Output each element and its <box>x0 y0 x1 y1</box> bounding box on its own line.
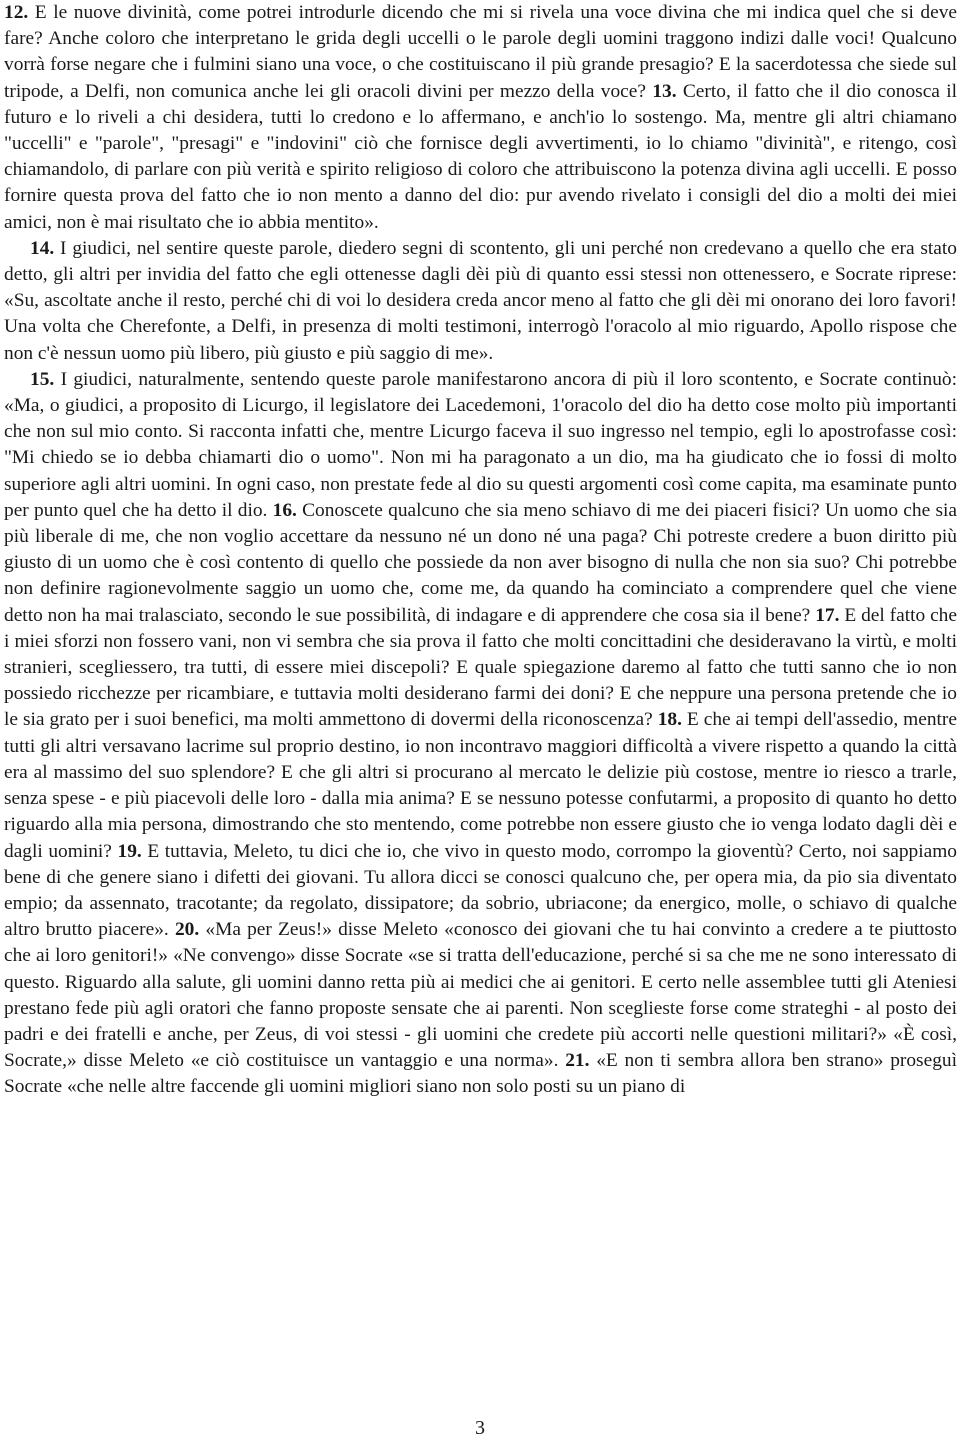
paragraph-text: E le nuove divinità, come potrei introdurle dicendo che mi si rivela una voce divina che mi indica quel che si deve fare? Anche coloro che interpretano le grida degli uccelli o le parole degli uomini traggono indizi dalle voci! Qualcuno vorrà forse negare che i fulmini siano una voce, o che costituiscano il più grande presagio? E la sacerdotessa che siede sul tripode, a Delfi, non comunica anche lei gli oracoli divini per mezzo della voce? <box>4 2 957 102</box>
section-number: 16. <box>272 499 297 521</box>
paragraph-text: E che ai tempi dell'assedio, mentre tutti gli altri versavano lacrime sul proprio destino, io non incontravo maggiori difficoltà a vivere rispetto a quando la città era al massimo del suo splendore? E che gli altri si procurano al mercato le delizie più costose, mentre io riesco a trarle, senza spese - e più piacevoli delle loro - dalla mia anima? E se nessuno potesse confutarmi, a proposito di quanto ho detto riguardo alla mia persona, dimostrando che sto mentendo, come potrebbe non essere giusto che io venga lodato dagli dèi e dagli uomini? <box>4 709 957 862</box>
paragraph-text: E del fatto che i miei sforzi non fossero vani, non vi sembra che sia prova il fatto che molti concittadini che desideravano la virtù, e molti stranieri, scegliessero, tra tutti, di essere miei discepoli? E quale spiegazione daremo al fatto che tutti sanno che io non possiedo ricchezze per ricambiare, e tuttavia molti desiderano farmi dei doni? E che neppure una persona pretende che io le sia grato per i suoi benefici, ma molti ammettono di dovermi della riconoscenza? <box>4 604 957 731</box>
section-number: 20. <box>174 919 200 941</box>
paragraph-text: «E non ti sembra allora ben strano» proseguì Socrate «che nelle altre faccende gli uomini migliori siano non solo posti su un piano di <box>4 1050 957 1098</box>
paragraph-text: Conoscete qualcuno che sia meno schiavo di me dei piaceri fisici? Un uomo che sia più liberale di me, che non voglio accettare da nessuno né un dono né una paga? Chi potreste credere a buon diritto più giusto di un uomo che è così contento di quello che possiede da non aver bisogno di nulla che non sia suo? Chi potrebbe non definire ragionevolmente saggio un uomo che, come me, da quando ha cominciato a comprendere quel che viene detto non ha mai tralasciato, secondo le sue possibilità, di indagare e di apprendere che cosa sia il bene? <box>4 499 957 626</box>
paragraph-text: «Ma per Zeus!» disse Meleto «conosco dei giovani che tu hai convinto a credere a te piuttosto che ai loro genitori!» «Ne convengo» disse Socrate «se si tratta dell'educazione, perché si sa che me ne sono interessato di questo. Riguardo alla salute, gli uomini danno retta più ai medici che ai genitori. E certo nelle assemblee tutti gli Ateniesi prestano fede più agli oratori che fanno proposte sensate che ai parenti. Non sceglieste forse come strateghi - al posto dei padri e dei fratelli e anche, per Zeus, di voi stessi - gli uomini che credete più accorti nelle questioni militari?» «È così, Socrate,» disse Meleto «e ciò costituisce un vantaggio e una norma». <box>4 919 957 1072</box>
section-number: 18. <box>657 709 682 731</box>
section-number: 13. <box>652 80 677 102</box>
section-number: 19. <box>117 840 142 862</box>
section-number: 14. <box>30 237 55 259</box>
paragraph <box>4 367 957 1101</box>
paragraph <box>4 0 957 236</box>
paragraph-text: Certo, il fatto che il dio conosca il futuro e lo riveli a chi desidera, tutti lo credono e lo affermano, e anch'io lo sostengo. Ma, mentre gli altri chiamano "uccelli" e "parole", "presagi" e "indovini" ciò che fornisce degli avvertimenti, io lo chiamo "divinità", e ritengo, così chiamandolo, di parlare con più verità e spirito religioso di coloro che attribuiscono la potenza divina agli uccelli. E posso fornire questa prova del fatto che io non mento a danno del dio: pur avendo rivelato i consigli del dio a molti dei miei amici, non è mai risultato che io abbia mentito». <box>4 80 957 233</box>
page-number: 3 <box>475 1417 485 1439</box>
paragraph-text: E tuttavia, Meleto, tu dici che io, che vivo in questo modo, corrompo la gioventù? Certo, noi sappiamo bene di che genere siano i difetti dei giovani. Tu allora dicci se conosci qualcuno che, per opera mia, da pio sia diventato empio; da assennato, tracotante; da regolato, dissipatore; da sobrio, ubriacone; da energico, molle, o schiavo di qualche altro brutto piacere». <box>4 840 957 941</box>
paragraph <box>4 236 957 367</box>
section-number: 12. <box>4 2 29 23</box>
section-number: 15. <box>30 368 55 390</box>
body-text <box>4 0 957 1101</box>
paragraph-text: I giudici, nel sentire queste parole, diedero segni di scontento, gli uni perché non credevano a quello che era stato detto, gli altri per invidia del fatto che egli ottenesse dagli dèi più di quanto essi stessi non ottenessero, e Socrate riprese: «Su, ascoltate anche il resto, perché chi di voi lo desidera creda ancor meno al fatto che gli dèi mi onorano dei loro favori! Una volta che Cherefonte, a Delfi, in presenza di molti testimoni, interrogò l'oracolo al mio riguardo, Apollo rispose che non c'è nessun uomo più libero, più giusto e più saggio di me». <box>4 237 957 364</box>
paragraph-text: I giudici, naturalmente, sentendo queste parole manifestarono ancora di più il loro scontento, e Socrate continuò: «Ma, o giudici, a proposito di Licurgo, il legislatore dei Lacedemoni, 1'oracolo del dio ha detto cose molto più importanti che non sul mio conto. Si racconta infatti che, mentre Licurgo faceva il suo ingresso nel tempio, egli lo apostrofasse così: "Mi chiedo se io debba chiamarti dio o uomo". Non mi ha paragonato a un dio, ma ha giudicato che io fossi di molto superiore agli altri uomini. In ogni caso, non prestate fede al dio su questi argomenti così come capita, ma esaminate punto per punto quel che ha detto il dio. <box>4 368 957 521</box>
section-number: 21. <box>565 1050 590 1072</box>
section-number: 17. <box>815 604 840 626</box>
